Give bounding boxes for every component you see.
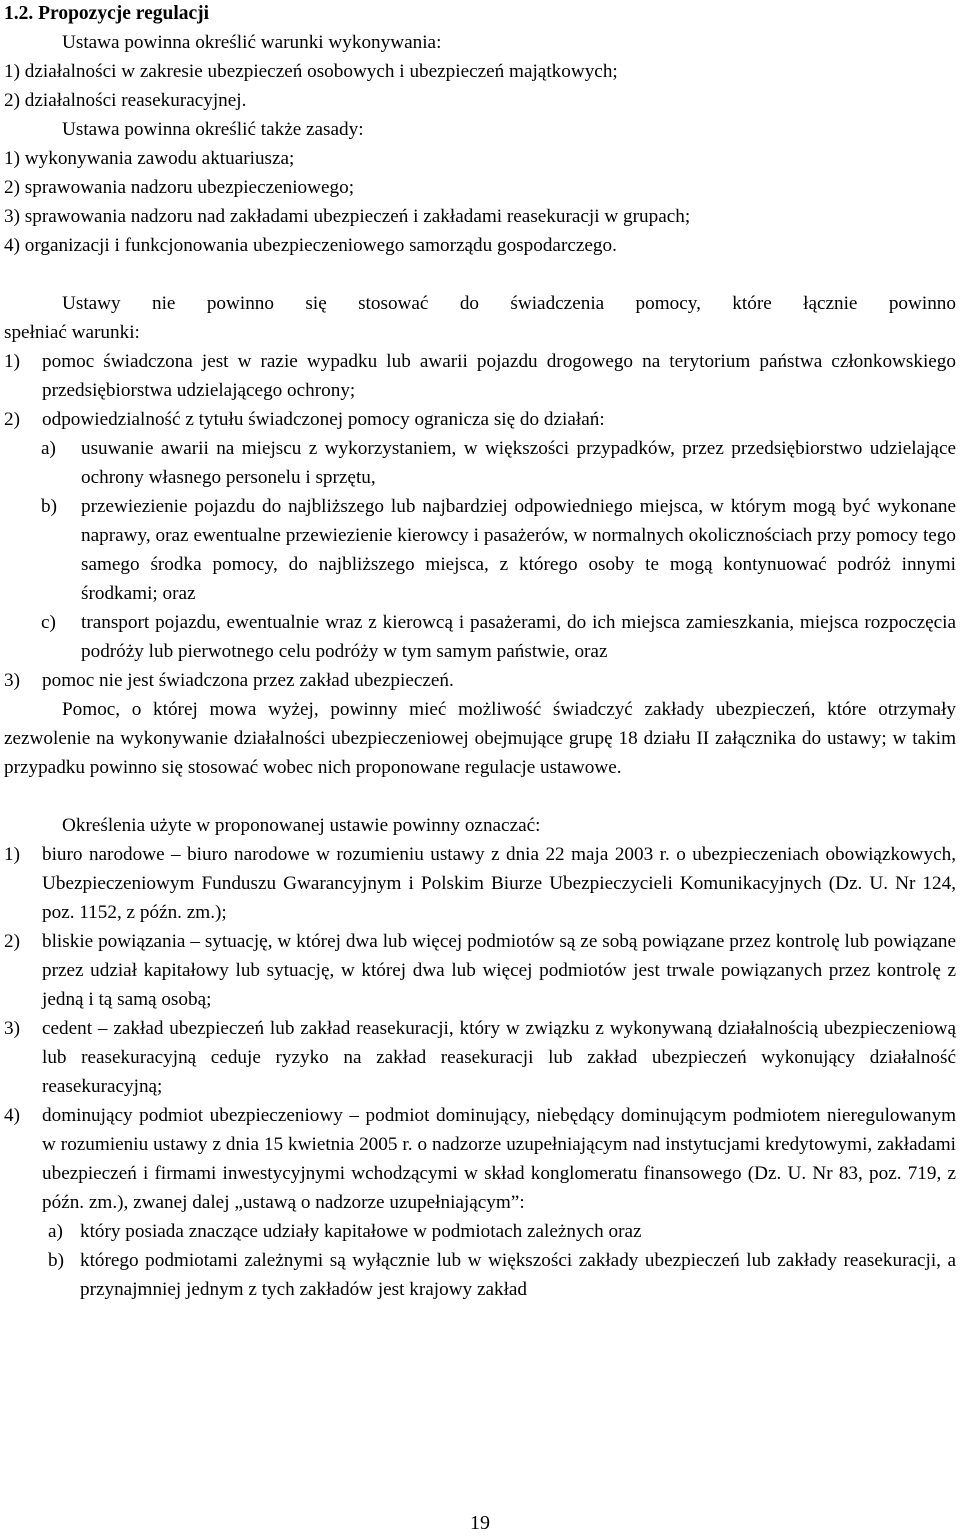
- list-item: 2) sprawowania nadzoru ubezpieczeniowego;: [4, 177, 355, 198]
- sub-list-item: [4, 608, 956, 666]
- list-item: [4, 1014, 956, 1101]
- item-text: cedent – zakład ubezpieczeń lub zakład reasekuracji, który w związku z wykonywaną działalnością ubezpieczeniową lub reasekuracyjną ceduje ryzyko na zakład reasekuracji lub zakład ubezpieczeń wykonujący działalność reasekuracyjną;: [42, 1018, 956, 1097]
- list-item: [4, 666, 956, 695]
- item-text: usuwanie awarii na miejscu z wykorzystaniem, w większości przypadków, przez przedsiębiorstwo udzielające ochrony własnego personelu i sprzętu,: [81, 438, 956, 488]
- item-number: 1): [4, 844, 20, 865]
- item-number: 1): [4, 351, 20, 372]
- list-item: 3) sprawowania nadzoru nad zakładami ubezpieczeń i zakładami reasekuracji w grupach;: [4, 206, 691, 227]
- paragraph-intro-cont: spełniać warunki:: [4, 322, 140, 343]
- item-number: 3): [4, 1018, 20, 1039]
- list-item: 2) działalności reasekuracyjnej.: [4, 90, 247, 111]
- item-text: biuro narodowe – biuro narodowe w rozumieniu ustawy z dnia 22 maja 2003 r. o ubezpieczeniach obowiązkowych, Ubezpieczeniowym Funduszu Gwarancyjnym i Polskim Biurze Ubezpieczycieli Komunikacyjnych (Dz. U. Nr 124, poz. 1152, z późn. zm.);: [42, 844, 956, 923]
- list-item: [4, 405, 956, 434]
- item-text: bliskie powiązania – sytuację, w której dwa lub więcej podmiotów są ze sobą powiązane przez kontrolę lub powiązane przez udział kapitałowy lub sytuację, w której dwa lub więcej podmiotów jest trwale powiązanych przez kontrolę z jedną i tą samą osobą;: [42, 931, 956, 1010]
- document-page: [4, 0, 956, 1304]
- paragraph: Pomoc, o której mowa wyżej, powinny mieć możliwość świadczyć zakłady ubezpieczeń, które otrzymały zezwolenie na wykonywanie działalności ubezpieczeniowej obejmujące grupę 18 działu II załącznika do ustawy; w takim przypadku powinno się stosować wobec nich proponowane regulacje ustawowe.: [4, 699, 956, 778]
- item-text: który posiada znaczące udziały kapitałowe w podmiotach zależnych oraz: [80, 1221, 642, 1242]
- item-letter: a): [41, 438, 56, 459]
- item-letter: c): [41, 612, 56, 633]
- list-item: [4, 1101, 956, 1217]
- item-number: 2): [4, 409, 20, 430]
- list-item: [4, 347, 956, 405]
- item-text: transport pojazdu, ewentualnie wraz z kierowcą i pasażerami, do ich miejsca zamieszkania, miejsca rozpoczęcia podróży lub pierwotnego celu podróży w tym samym państwie, oraz: [81, 612, 956, 662]
- paragraph-intro: Określenia użyte w proponowanej ustawie powinny oznaczać:: [62, 815, 541, 836]
- item-text: którego podmiotami zależnymi są wyłącznie lub w większości zakłady ubezpieczeń lub zakłady reasekuracji, a przynajmniej jednym z tych zakładów jest krajowy zakład: [80, 1250, 956, 1300]
- sub-list-item: [4, 1246, 956, 1304]
- list-item: 1) działalności w zakresie ubezpieczeń osobowych i ubezpieczeń majątkowych;: [4, 61, 618, 82]
- page-number: 19: [470, 1512, 490, 1534]
- list-item: 4) organizacji i funkcjonowania ubezpieczeniowego samorządu gospodarczego.: [4, 235, 617, 256]
- item-text: pomoc świadczona jest w razie wypadku lub awarii pojazdu drogowego na terytorium państwa członkowskiego przedsiębiorstwa udzielającego ochrony;: [42, 351, 956, 401]
- item-letter: a): [48, 1221, 63, 1242]
- item-text: dominujący podmiot ubezpieczeniowy – podmiot dominujący, niebędący dominującym podmiotem nieregulowanym w rozumieniu ustawy z dnia 15 kwietnia 2005 r. o nadzorze uzupełniającym nad instytucjami kredytowymi, zakładami ubezpieczeń i firmami inwestycyjnymi wchodzącymi w skład konglomeratu finansowego (Dz. U. Nr 83, poz. 719, z późn. zm.), zwanej dalej „ustawą o nadzorze uzupełniającym”:: [42, 1105, 956, 1213]
- list-item: [4, 840, 956, 927]
- item-text: odpowiedzialność z tytułu świadczonej pomocy ogranicza się do działań:: [42, 409, 605, 430]
- list-item: [4, 927, 956, 1014]
- item-text: przewiezienie pojazdu do najbliższego lub najbardziej odpowiedniego miejsca, w którym mogą być wykonane naprawy, oraz ewentualne przewiezienie kierowcy i pasażerów, w normalnych okolicznościach przy pomocy tego samego środka pomocy, do najbliższego miejsca, z którego osoby te mogą kontynuować podróż innymi środkami; oraz: [81, 496, 956, 604]
- paragraph-intro: Ustawa powinna określić warunki wykonywania:: [62, 32, 442, 53]
- sub-list-item: [4, 1217, 956, 1246]
- item-letter: b): [41, 496, 57, 517]
- item-letter: b): [48, 1250, 64, 1271]
- sub-list-item: [4, 434, 956, 492]
- item-number: 3): [4, 670, 20, 691]
- paragraph-intro: Ustawa powinna określić także zasady:: [62, 119, 364, 140]
- list-item: 1) wykonywania zawodu aktuariusza;: [4, 148, 295, 169]
- item-number: 4): [4, 1105, 20, 1126]
- item-number: 2): [4, 931, 20, 952]
- paragraph-intro: Ustawy nie powinno się stosować do świadczenia pomocy, które łącznie powinno: [62, 293, 956, 314]
- section-heading: 1.2. Propozycje regulacji: [4, 3, 210, 24]
- sub-list-item: [4, 492, 956, 608]
- item-text: pomoc nie jest świadczona przez zakład ubezpieczeń.: [42, 670, 454, 691]
